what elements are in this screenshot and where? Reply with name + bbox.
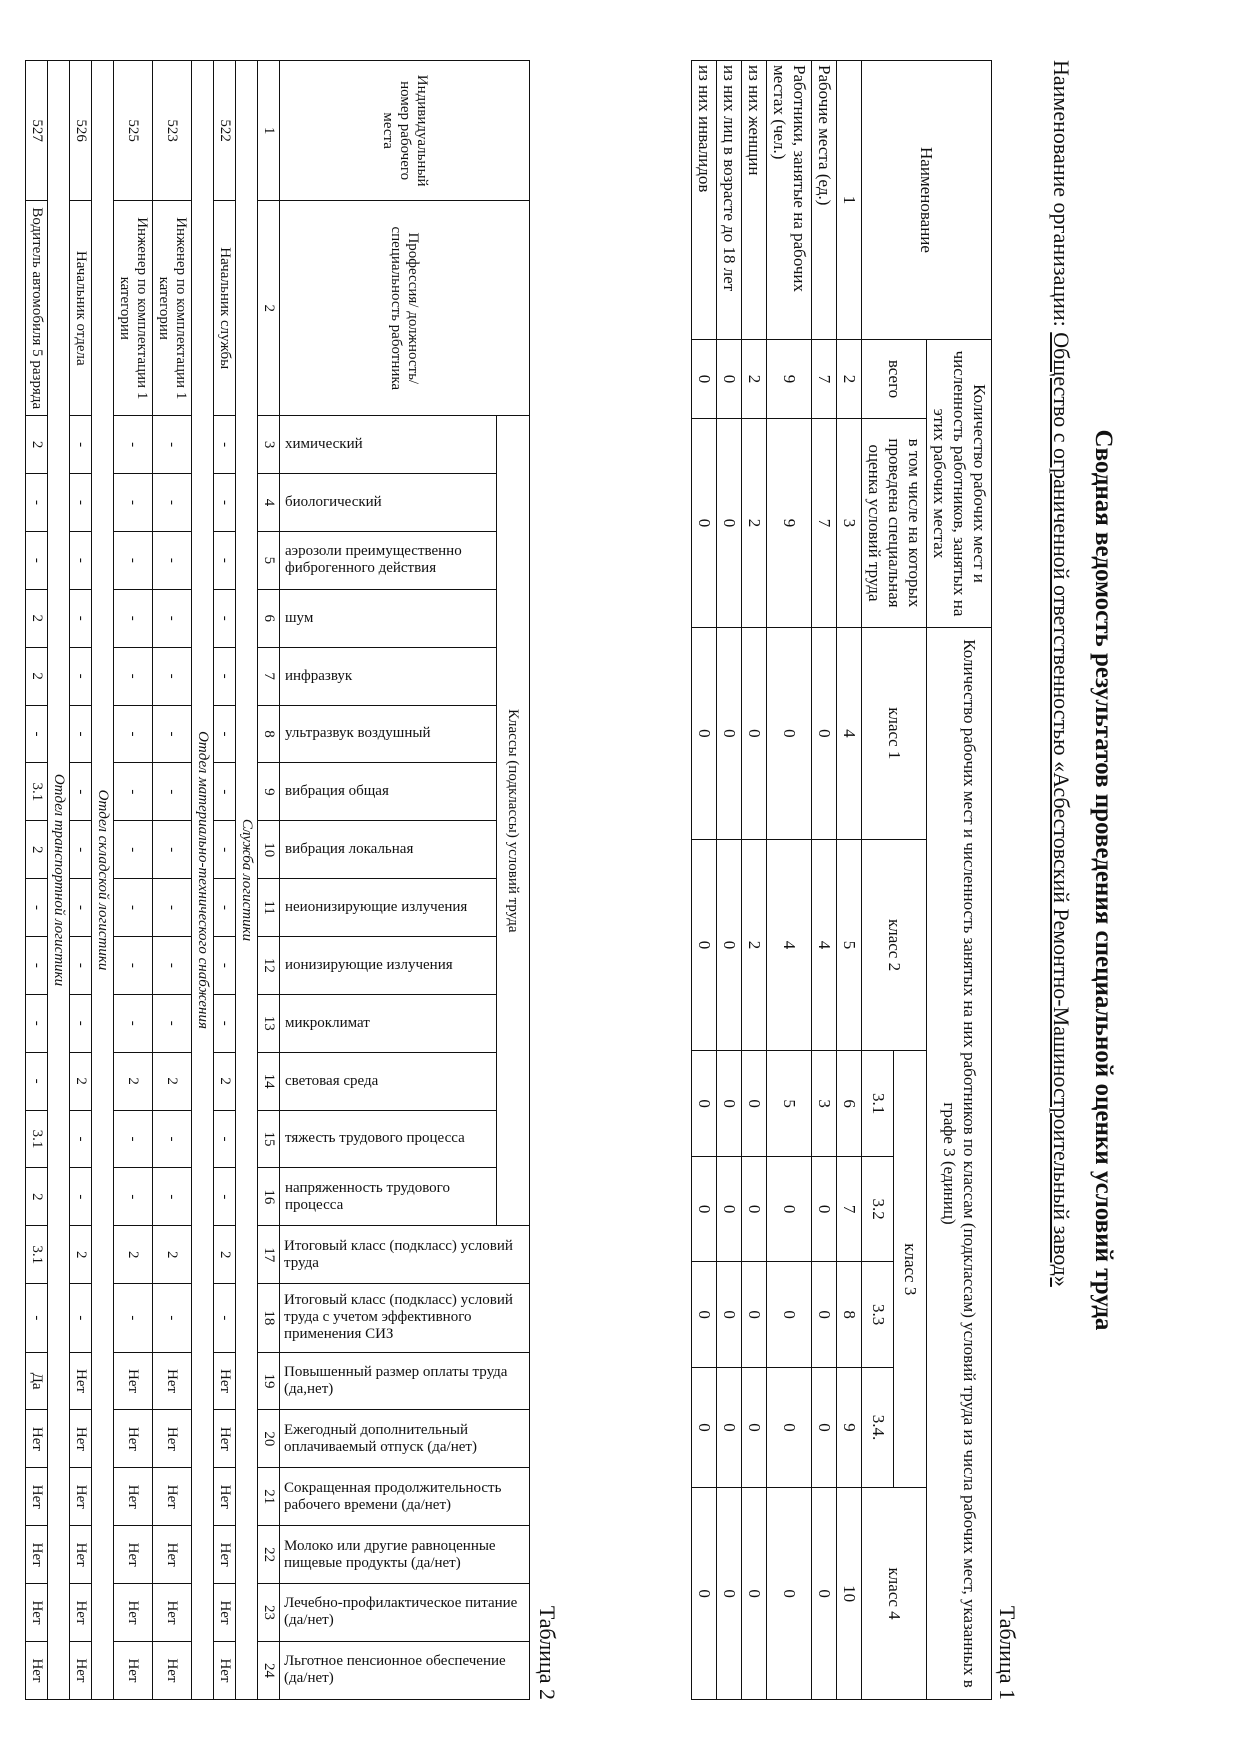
t2-header-extra — [280, 1584, 530, 1642]
t1-header-class3: класс 3 — [894, 1051, 927, 1488]
t2-column-number: 21 — [258, 1468, 280, 1526]
t2-cell: - — [26, 1284, 48, 1352]
t2-column-number: 13 — [258, 994, 280, 1052]
t2-cell: 2 — [214, 1226, 236, 1284]
t2-cell: Нет — [214, 1641, 236, 1699]
t2-column-number: 2 — [258, 201, 280, 416]
t2-header-factor — [280, 705, 497, 763]
t2-column-number: 8 — [258, 705, 280, 763]
t2-cell: 2 — [26, 416, 48, 474]
t2-header-factor-label: тяжесть трудового процесса — [285, 1130, 465, 1147]
t1-row — [812, 61, 837, 1700]
t2-cell: - — [114, 705, 153, 763]
t2-header-extra — [280, 1284, 530, 1352]
t2-header-extra-label: Лечебно-профилактическое питание (да/нет) — [284, 1595, 518, 1629]
t2-cell: Нет — [153, 1641, 192, 1699]
t2-header-factor-label: ультразвук воздушный — [285, 725, 431, 742]
t2-header-id: Индивидуальный номер рабочего места — [280, 61, 530, 201]
t2-cell: Нет — [153, 1352, 192, 1410]
t2-cell: Нет — [214, 1410, 236, 1468]
t2-cell: - — [153, 1168, 192, 1226]
t1-header-3-1: 3.1 — [862, 1051, 895, 1157]
t2-header-factor — [280, 879, 497, 937]
t2-header-factor-label: микроклимат — [285, 1014, 370, 1031]
t2-header-factor — [280, 531, 497, 589]
t2-row-id: 525 — [114, 61, 153, 201]
t2-header-factor-label: неионизирующие излучения — [285, 899, 468, 916]
t2-cell: - — [114, 879, 153, 937]
t2-cell: Нет — [26, 1410, 48, 1468]
t2-cell: 2 — [70, 1052, 92, 1110]
t2-cell: - — [26, 936, 48, 994]
t1-cell: 0 — [717, 1051, 742, 1157]
t2-cell: Нет — [214, 1468, 236, 1526]
t1-cell: 0 — [692, 419, 717, 628]
t1-row-name: из них инвалидов — [692, 61, 717, 340]
t2-cell: Нет — [26, 1641, 48, 1699]
t1-cell: 3 — [812, 1051, 837, 1157]
t1-row-name: из них лиц в возрасте до 18 лет — [717, 61, 742, 340]
t2-cell: Нет — [214, 1526, 236, 1584]
t2-cell: 2 — [114, 1052, 153, 1110]
t2-cell: - — [153, 474, 192, 532]
t1-cell: 0 — [692, 1488, 717, 1700]
t1-row-name: из них женщин — [742, 61, 767, 340]
t2-cell: - — [26, 879, 48, 937]
table2-caption: Таблица 2 — [535, 1605, 560, 1700]
t2-cell: - — [70, 705, 92, 763]
t2-cell: 2 — [26, 647, 48, 705]
t2-cell: - — [214, 879, 236, 937]
t2-row-id: 527 — [26, 61, 48, 201]
t2-column-number: 22 — [258, 1526, 280, 1584]
t1-cell: 2 — [742, 419, 767, 628]
t1-cell: 0 — [692, 1051, 717, 1157]
t1-cell: 0 — [742, 628, 767, 840]
t2-cell: - — [153, 994, 192, 1052]
t1-column-number: 5 — [837, 839, 862, 1051]
t2-cell: - — [153, 821, 192, 879]
t2-cell: Нет — [26, 1468, 48, 1526]
t2-column-number: 6 — [258, 589, 280, 647]
t2-cell: Нет — [153, 1410, 192, 1468]
t1-cell: 0 — [767, 1156, 812, 1262]
t2-cell: Нет — [153, 1468, 192, 1526]
t1-cell: 0 — [742, 1156, 767, 1262]
t2-cell: Нет — [214, 1352, 236, 1410]
t2-cell: - — [114, 474, 153, 532]
t1-header-class4: класс 4 — [862, 1488, 927, 1700]
t2-column-number: 24 — [258, 1641, 280, 1699]
t2-cell: - — [153, 705, 192, 763]
t2-cell: - — [214, 589, 236, 647]
t2-column-number: 9 — [258, 763, 280, 821]
t2-cell: 3.1 — [26, 763, 48, 821]
t2-header-factor — [280, 474, 497, 532]
t2-cell: Нет — [70, 1352, 92, 1410]
t2-cell: - — [70, 416, 92, 474]
t2-cell: Да — [26, 1352, 48, 1410]
t1-cell: 0 — [812, 628, 837, 840]
t2-column-number: 18 — [258, 1284, 280, 1352]
t2-header-factor — [280, 416, 497, 474]
t1-header-class1: класс 1 — [862, 628, 927, 840]
t2-cell: - — [214, 763, 236, 821]
t2-header-extra — [280, 1641, 530, 1699]
t1-row-name: Работники, занятые на рабочих местах (чел.) — [767, 61, 812, 340]
t2-cell: - — [153, 936, 192, 994]
t2-cell: Нет — [153, 1526, 192, 1584]
t1-cell: 0 — [742, 1051, 767, 1157]
t1-column-number: 4 — [837, 628, 862, 840]
t2-cell: - — [214, 1110, 236, 1168]
t2-header-factor-label: химический — [285, 436, 363, 453]
workplace-table — [25, 60, 530, 1700]
t1-cell: 2 — [742, 839, 767, 1051]
t2-cell: Нет — [114, 1584, 153, 1642]
t2-header-factor — [280, 589, 497, 647]
t2-cell: - — [70, 994, 92, 1052]
t1-cell: 0 — [717, 419, 742, 628]
t2-section-title: Служба логистики — [236, 61, 258, 1700]
t2-cell: - — [214, 416, 236, 474]
t2-header-factor-label: световая среда — [285, 1072, 379, 1089]
t1-cell: 2 — [742, 340, 767, 419]
t2-cell: Нет — [214, 1584, 236, 1642]
t1-row-name: Рабочие места (ед.) — [812, 61, 837, 340]
t1-cell: 0 — [742, 1367, 767, 1487]
t2-header-factor — [280, 1110, 497, 1168]
t1-cell: 0 — [692, 1367, 717, 1487]
t2-column-number: 3 — [258, 416, 280, 474]
t2-header-extra-label: Итоговый класс (подкласс) условий труда с учетом эффективного применения СИЗ — [284, 1292, 514, 1343]
t2-header-extra — [280, 1468, 530, 1526]
t1-header-3-2: 3.2 — [862, 1156, 895, 1262]
t2-column-number: 12 — [258, 936, 280, 994]
t2-row — [26, 61, 48, 1700]
t2-cell: - — [70, 821, 92, 879]
t2-column-number: 23 — [258, 1584, 280, 1642]
t2-cell: - — [26, 531, 48, 589]
t1-cell: 0 — [767, 1488, 812, 1700]
t2-header-extra-label: Ежегодный дополнительный оплачиваемый отпуск (да/нет) — [284, 1421, 478, 1455]
t2-cell: - — [114, 763, 153, 821]
t2-cell: 3.1 — [26, 1110, 48, 1168]
t2-header-factor — [280, 1168, 497, 1226]
t2-header-extra — [280, 1410, 530, 1468]
t2-cell: Нет — [70, 1410, 92, 1468]
t1-cell: 0 — [692, 1156, 717, 1262]
t2-row-profession: Инженер по комплектации 1 категории — [153, 201, 192, 416]
t2-cell: - — [153, 531, 192, 589]
t2-column-number: 5 — [258, 531, 280, 589]
t1-column-number: 9 — [837, 1367, 862, 1487]
t2-header-classes: Классы (подклассы) условий труда — [497, 416, 530, 1226]
t1-header-classes: Количество рабочих мест и численность занятых на них работников по классам (подклассам) условий труда из числа рабочих мест, указанных в графе 3 (единиц) — [927, 628, 992, 1700]
t2-cell: Нет — [114, 1352, 153, 1410]
t2-column-number: 11 — [258, 879, 280, 937]
t2-cell: - — [114, 936, 153, 994]
t2-cell: Нет — [114, 1526, 153, 1584]
t1-cell: 0 — [692, 1262, 717, 1368]
t2-header-factor-label: аэрозоли преимущественно фиброгенного действия — [285, 543, 462, 577]
rotated-page — [29, 60, 1120, 1700]
t2-cell: - — [153, 647, 192, 705]
t2-cell: - — [214, 994, 236, 1052]
t1-column-number: 7 — [837, 1156, 862, 1262]
t2-column-number: 20 — [258, 1410, 280, 1468]
t2-column-number: 10 — [258, 821, 280, 879]
t2-row — [114, 61, 153, 1700]
t2-cell: - — [114, 821, 153, 879]
t2-header-extra — [280, 1226, 530, 1284]
t2-header-factor — [280, 1052, 497, 1110]
organization-line — [1046, 60, 1076, 1700]
t1-column-number: 2 — [837, 340, 862, 419]
organization-name: Общество с ограниченной ответственностью «Асбестовский Ремонтно-Машиностроительный завод» — [1049, 332, 1074, 1287]
t1-column-number: 1 — [837, 61, 862, 340]
t2-section-row — [236, 61, 258, 1700]
t1-cell: 0 — [767, 1262, 812, 1368]
t2-header-extra — [280, 1352, 530, 1410]
t1-row — [742, 61, 767, 1700]
t2-section-row — [48, 61, 70, 1700]
t1-column-number: 10 — [837, 1488, 862, 1700]
t2-cell: - — [153, 1284, 192, 1352]
t1-column-number: 6 — [837, 1051, 862, 1157]
t2-cell: Нет — [26, 1584, 48, 1642]
t2-number-row — [258, 61, 280, 1700]
t2-row — [70, 61, 92, 1700]
t2-header-factor-label: вибрация локальная — [285, 841, 414, 858]
t2-cell: 2 — [70, 1226, 92, 1284]
t2-cell: 2 — [26, 821, 48, 879]
t2-cell: - — [114, 589, 153, 647]
t1-column-number: 3 — [837, 419, 862, 628]
t2-column-number: 4 — [258, 474, 280, 532]
t1-cell: 9 — [767, 419, 812, 628]
t1-cell: 0 — [692, 340, 717, 419]
t2-header-extra-label: Сокращенная продолжительность рабочего времени (да/нет) — [284, 1479, 502, 1513]
t2-column-number: 7 — [258, 647, 280, 705]
t2-cell: Нет — [114, 1641, 153, 1699]
t2-row-profession: Начальник отдела — [70, 201, 92, 416]
t2-cell: 2 — [114, 1226, 153, 1284]
t1-row — [692, 61, 717, 1700]
t2-cell: - — [214, 531, 236, 589]
t1-cell: 7 — [812, 419, 837, 628]
t2-cell: - — [214, 474, 236, 532]
t2-cell: - — [70, 531, 92, 589]
t2-cell: - — [114, 994, 153, 1052]
t2-cell: - — [214, 705, 236, 763]
t2-row-id: 522 — [214, 61, 236, 201]
t1-cell: 0 — [717, 340, 742, 419]
t2-cell: Нет — [70, 1584, 92, 1642]
summary-table — [691, 60, 992, 1700]
t2-cell: - — [26, 474, 48, 532]
t1-header-3-3: 3.3 — [862, 1262, 895, 1368]
t1-cell: 0 — [742, 1262, 767, 1368]
t2-cell: 2 — [153, 1052, 192, 1110]
t2-cell: 2 — [26, 1168, 48, 1226]
t2-cell: Нет — [70, 1526, 92, 1584]
t2-header-factor — [280, 763, 497, 821]
t2-cell: - — [70, 1284, 92, 1352]
t2-cell: - — [70, 1110, 92, 1168]
t2-cell: - — [153, 1110, 192, 1168]
t2-row-profession: Водитель автомобиля 5 разряда — [26, 201, 48, 416]
table1-caption: Таблица 1 — [995, 1605, 1020, 1700]
t1-header-3-4: 3.4. — [862, 1367, 895, 1487]
t2-section-row — [92, 61, 114, 1700]
t2-column-number: 19 — [258, 1352, 280, 1410]
t1-cell: 5 — [767, 1051, 812, 1157]
t1-cell: 0 — [717, 1488, 742, 1700]
t2-header-profession: Профессия/ должность/ специальность работника — [280, 201, 530, 416]
t1-cell: 7 — [812, 340, 837, 419]
t2-cell: - — [214, 1168, 236, 1226]
t2-header-factor-label: ионизирующие излучения — [285, 956, 453, 973]
t2-cell: - — [114, 647, 153, 705]
t1-header-name: Наименование — [862, 61, 992, 340]
t1-cell: 4 — [767, 839, 812, 1051]
t2-cell: - — [114, 1168, 153, 1226]
t2-section-title: Отдел складской логистики — [92, 61, 114, 1700]
t2-column-number: 16 — [258, 1168, 280, 1226]
t2-cell: - — [214, 647, 236, 705]
t2-cell: - — [70, 763, 92, 821]
t2-header-extra-label: Повышенный размер оплаты труда (да,нет) — [284, 1364, 508, 1398]
t2-cell: Нет — [26, 1526, 48, 1584]
page-title: Сводная ведомость результатов проведения специальной оценки условий труда — [1090, 429, 1117, 1331]
t1-cell: 0 — [717, 1367, 742, 1487]
t1-cell: 0 — [812, 1156, 837, 1262]
t2-cell: - — [70, 1168, 92, 1226]
t1-row — [717, 61, 742, 1700]
t2-cell: - — [114, 1110, 153, 1168]
t1-number-row — [837, 61, 862, 1700]
t2-header-extra — [280, 1526, 530, 1584]
t2-cell: - — [26, 1052, 48, 1110]
t2-section-title: Отдел материально-технического снабжения — [192, 61, 214, 1700]
t2-row-id: 526 — [70, 61, 92, 201]
t2-header-factor-label: биологический — [285, 494, 382, 511]
t2-cell: - — [214, 821, 236, 879]
t2-cell: 2 — [153, 1226, 192, 1284]
t2-header-extra-label: Молоко или другие равноценные пищевые продукты (да/нет) — [284, 1537, 497, 1571]
t2-cell: - — [70, 474, 92, 532]
t1-header-count: Количество рабочих мест и численность работников, занятых на этих рабочих местах — [927, 340, 992, 628]
t2-cell: - — [153, 589, 192, 647]
t1-cell: 0 — [692, 628, 717, 840]
t2-cell: 2 — [214, 1052, 236, 1110]
t2-cell: - — [114, 531, 153, 589]
t2-cell: - — [26, 705, 48, 763]
t2-cell: Нет — [114, 1468, 153, 1526]
t2-cell: - — [70, 936, 92, 994]
t1-cell: 0 — [812, 1488, 837, 1700]
t2-column-number: 17 — [258, 1226, 280, 1284]
t1-cell: 9 — [767, 340, 812, 419]
t2-cell: 3.1 — [26, 1226, 48, 1284]
t2-header-factor — [280, 994, 497, 1052]
t2-cell: 2 — [26, 589, 48, 647]
t2-cell: Нет — [114, 1410, 153, 1468]
t2-cell: - — [214, 936, 236, 994]
t2-cell: - — [153, 763, 192, 821]
t2-cell: - — [153, 416, 192, 474]
t2-cell: - — [114, 1284, 153, 1352]
t2-header-factor-label: вибрация общая — [285, 783, 389, 800]
t2-row — [214, 61, 236, 1700]
t2-row — [153, 61, 192, 1700]
t2-cell: - — [153, 879, 192, 937]
t1-cell: 0 — [692, 839, 717, 1051]
t2-column-number: 1 — [258, 61, 280, 201]
t2-cell: - — [114, 416, 153, 474]
t2-row-profession: Инженер по комплектации 1 категории — [114, 201, 153, 416]
t2-cell: Нет — [70, 1468, 92, 1526]
t2-header-factor — [280, 647, 497, 705]
t1-row — [767, 61, 812, 1700]
t1-header-total: всего — [862, 340, 927, 419]
t1-header-assessed: в том числе на которых проведена специальная оценка условий труда — [862, 419, 927, 628]
t1-cell: 0 — [767, 628, 812, 840]
t2-cell: - — [214, 1284, 236, 1352]
t2-row-id: 523 — [153, 61, 192, 201]
t2-header-factor — [280, 936, 497, 994]
t1-cell: 4 — [812, 839, 837, 1051]
t2-cell: - — [70, 647, 92, 705]
t1-cell: 0 — [717, 1262, 742, 1368]
t2-cell: - — [70, 879, 92, 937]
t1-cell: 0 — [742, 1488, 767, 1700]
t2-section-row — [192, 61, 214, 1700]
t2-cell: - — [26, 994, 48, 1052]
t2-row-profession: Начальник службы — [214, 201, 236, 416]
t2-column-number: 14 — [258, 1052, 280, 1110]
t2-header-extra-label: Итоговый класс (подкласс) условий труда — [284, 1237, 514, 1271]
t2-cell: - — [70, 589, 92, 647]
t2-header-factor-label: напряженность трудового процесса — [285, 1179, 450, 1213]
t1-cell: 0 — [717, 628, 742, 840]
t2-header-factor-label: инфразвук — [285, 667, 353, 684]
t1-cell: 0 — [812, 1262, 837, 1368]
t2-header-factor — [280, 821, 497, 879]
t2-section-title: Отдел транспортной логистики — [48, 61, 70, 1700]
t2-cell: Нет — [70, 1641, 92, 1699]
organization-label: Наименование организации: — [1049, 60, 1074, 327]
t1-cell: 0 — [812, 1367, 837, 1487]
t2-column-number: 15 — [258, 1110, 280, 1168]
t1-column-number: 8 — [837, 1262, 862, 1368]
t1-cell: 0 — [767, 1367, 812, 1487]
t1-cell: 0 — [717, 1156, 742, 1262]
t1-cell: 0 — [717, 839, 742, 1051]
t2-header-factor-label: шум — [285, 609, 314, 626]
t2-header-extra-label: Льготное пенсионное обеспечение (да/нет) — [284, 1653, 507, 1687]
t2-cell: Нет — [153, 1584, 192, 1642]
t1-header-class2: класс 2 — [862, 839, 927, 1051]
